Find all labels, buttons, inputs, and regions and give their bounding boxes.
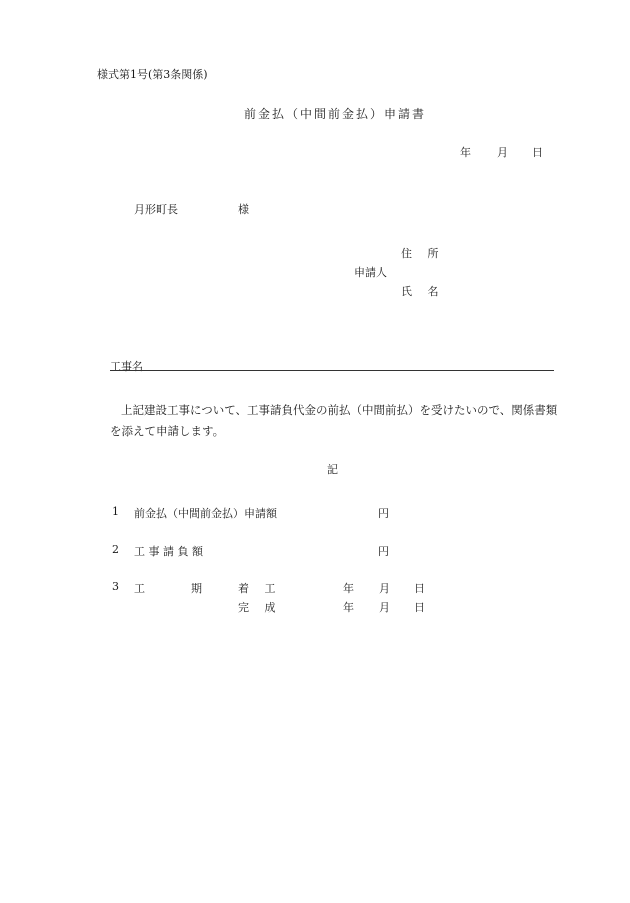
body-line-2: を添えて申請します。 (110, 424, 225, 438)
project-name-line (110, 370, 554, 371)
item-label-a: 工 (134, 582, 145, 595)
item-label: 前金払（中間前金払）申請額 (134, 507, 277, 520)
date-year-label: 年 (460, 146, 471, 159)
ki-heading: 記 (327, 463, 338, 476)
item-label-b: 期 (191, 582, 202, 595)
body-line-1: 上記建設工事について、工事請負代金の前払（中間前払）を受けたいので、関係書類 (121, 403, 558, 417)
item-number: 3 (112, 580, 119, 593)
date-day-label: 日 (532, 146, 543, 159)
end-month-label: 月 (379, 601, 390, 614)
end-year-label: 年 (343, 601, 354, 614)
item-number: 2 (112, 543, 119, 556)
address-label: 住 所 (401, 247, 445, 260)
item-unit: 円 (378, 545, 389, 558)
project-name-label: 工事名 (110, 360, 143, 373)
end-day-label: 日 (414, 601, 425, 614)
recipient-name: 月形町長 (134, 203, 178, 216)
start-month-label: 月 (379, 582, 390, 595)
start-label: 着 工 (238, 582, 282, 595)
item-unit: 円 (378, 507, 389, 520)
applicant-label: 申請人 (354, 266, 387, 279)
item-number: 1 (112, 505, 119, 518)
start-day-label: 日 (414, 582, 425, 595)
date-month-label: 月 (497, 146, 508, 159)
document-title: 前金払（中間前金払）申請書 (244, 107, 427, 121)
recipient-suffix: 様 (238, 203, 249, 216)
name-label: 氏 名 (401, 285, 445, 298)
item-label: 工 事 請 負 額 (134, 545, 203, 558)
form-number: 様式第1号(第3条関係) (97, 68, 208, 81)
start-year-label: 年 (343, 582, 354, 595)
end-label: 完 成 (238, 601, 282, 614)
body-paragraph (110, 400, 570, 442)
